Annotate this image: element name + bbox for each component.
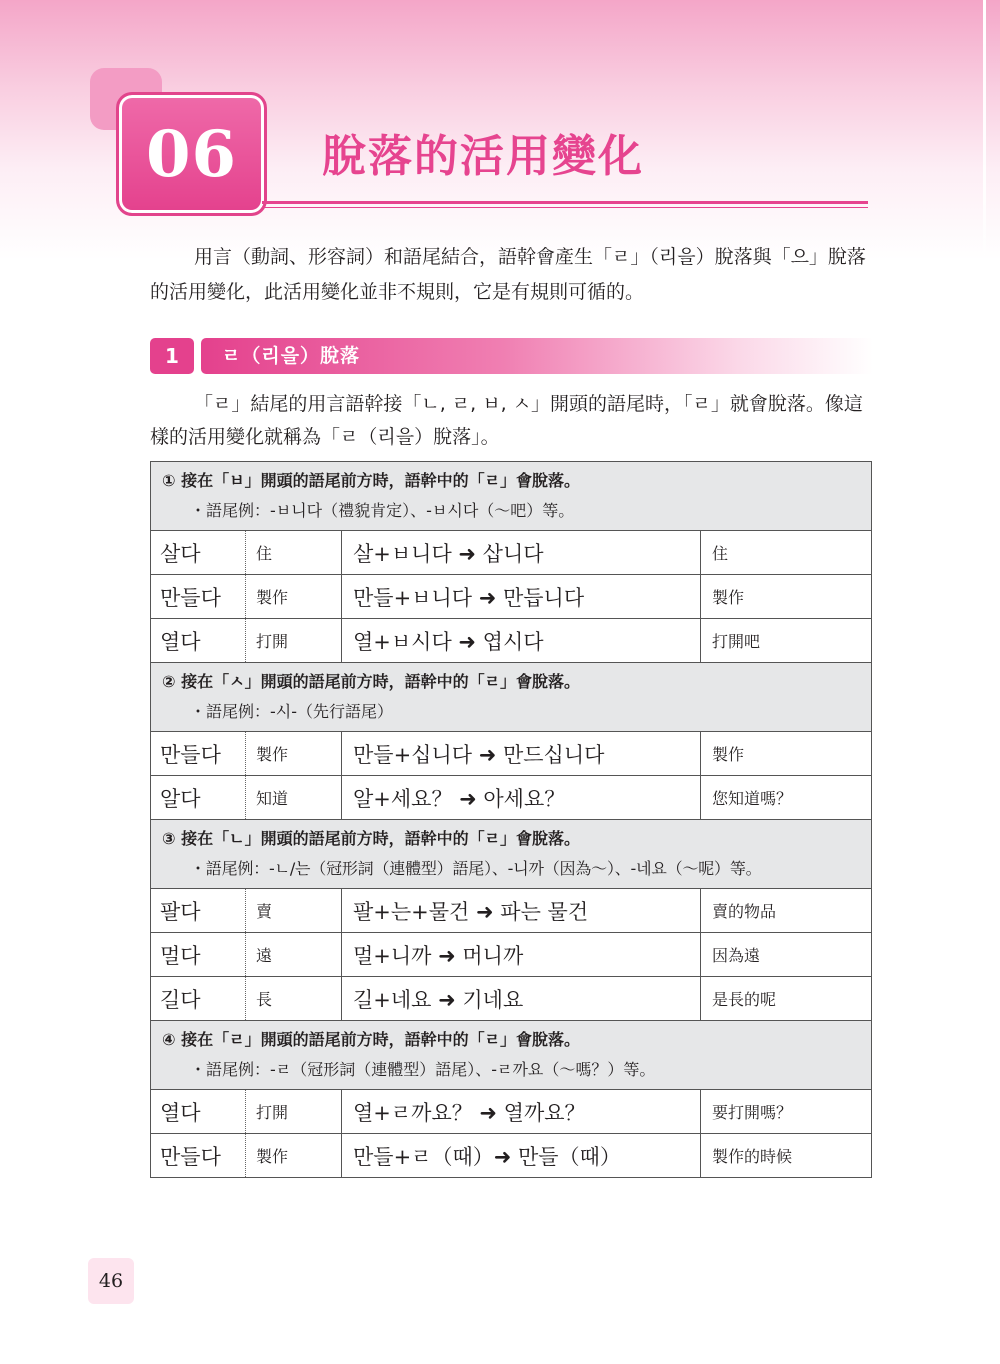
section-text: 「ㄹ」結尾的用言語幹接「ㄴ, ㄹ, ㅂ, ㅅ」開頭的語尾時，「ㄹ」就會脫落。像這樣的活用變化就稱為「ㄹ（리을）脫落」。 [150,393,863,448]
verb-cell: 팔다 [151,889,246,933]
title-underline [262,201,868,204]
rule-cell [151,663,872,732]
conjugation-table [150,461,872,1178]
verb-cell: 만들다 [151,732,246,776]
rule-cell [151,820,872,889]
header-edge-stripe [983,0,986,330]
translation-cell: 打開吧 [701,619,872,663]
rule-header [151,663,872,732]
rule-example: ・語尾例：-ㄴ/는（冠形詞（連體型）語尾）、-니까（因為～）、-네요（～呢）等。 [190,859,762,878]
section-number: 1 [150,338,194,374]
rule-text: ④ 接在「ㄹ」開頭的語尾前方時，語幹中的「ㄹ」會脫落。 [162,1030,581,1049]
conjugation-cell: 멀+니까 ➜ 머니까 [342,933,701,977]
conjugation-cell: 만들+ㄹ（때）➜ 만들（때） [342,1134,701,1178]
conjugation-cell: 만들+ㅂ니다 ➜ 만듭니다 [342,575,701,619]
table-row [151,933,872,977]
meaning-cell: 製作 [246,1134,342,1178]
translation-cell: 製作 [701,575,872,619]
verb-cell: 멀다 [151,933,246,977]
conjugation-cell: 알+세요？ ➜ 아세요？ [342,776,701,820]
table-row [151,1134,872,1178]
chapter-title: 脫落的活用變化 [322,131,644,182]
meaning-cell: 製作 [246,732,342,776]
section-title: ㄹ（리을）脫落 [222,345,361,367]
translation-cell: 製作 [701,732,872,776]
meaning-cell: 製作 [246,575,342,619]
meaning-cell: 打開 [246,1090,342,1134]
meaning-cell: 長 [246,977,342,1021]
verb-cell: 열다 [151,1090,246,1134]
rule-text: ③ 接在「ㄴ」開頭的語尾前方時，語幹中的「ㄹ」會脫落。 [162,829,581,848]
rule-header [151,462,872,531]
translation-cell: 因為遠 [701,933,872,977]
rule-example: ・語尾例：-ㄹ（冠形詞（連體型）語尾）、-ㄹ까요（～嗎？）等。 [190,1060,656,1079]
conjugation-cell: 길+네요 ➜ 기네요 [342,977,701,1021]
intro-paragraph [150,240,870,310]
meaning-cell: 賣 [246,889,342,933]
rule-text: ② 接在「ㅅ」開頭的語尾前方時，語幹中的「ㄹ」會脫落。 [162,672,581,691]
page-number: 46 [88,1258,134,1304]
verb-cell: 길다 [151,977,246,1021]
table-row [151,619,872,663]
table-row [151,732,872,776]
table-row [151,531,872,575]
table-row [151,575,872,619]
conjugation-cell: 만들+십니다 ➜ 만드십니다 [342,732,701,776]
rule-example: ・語尾例：-시-（先行語尾） [190,702,394,721]
translation-cell: 製作的時候 [701,1134,872,1178]
translation-cell: 住 [701,531,872,575]
meaning-cell: 遠 [246,933,342,977]
table-row [151,977,872,1021]
meaning-cell: 住 [246,531,342,575]
verb-cell: 살다 [151,531,246,575]
conjugation-cell: 열+ㅂ시다 ➜ 엽시다 [342,619,701,663]
verb-cell: 열다 [151,619,246,663]
meaning-cell: 打開 [246,619,342,663]
rule-text: ① 接在「ㅂ」開頭的語尾前方時，語幹中的「ㄹ」會脫落。 [162,471,581,490]
verb-cell: 만들다 [151,1134,246,1178]
rule-header [151,820,872,889]
verb-cell: 만들다 [151,575,246,619]
rule-cell [151,1021,872,1090]
translation-cell: 是長的呢 [701,977,872,1021]
table-row [151,776,872,820]
conjugation-cell: 열+ㄹ까요？ ➜ 열까요？ [342,1090,701,1134]
rule-cell [151,462,872,531]
title-underline-thin [262,207,868,208]
intro-text: 用言（動詞、形容詞）和語尾結合，語幹會產生「ㄹ」（리을）脫落與「으」脫落的活用變化，此活用變化並非不規則，它是有規則可循的。 [150,246,866,303]
verb-cell: 알다 [151,776,246,820]
chapter-number: 06 [145,116,238,192]
translation-cell: 要打開嗎？ [701,1090,872,1134]
translation-cell: 您知道嗎？ [701,776,872,820]
meaning-cell: 知道 [246,776,342,820]
section-paragraph [150,388,872,454]
rule-example: ・語尾例：-ㅂ니다（禮貌肯定）、-ㅂ시다（～吧）等。 [190,501,575,520]
conjugation-cell: 팔+는+물건 ➜ 파는 물건 [342,889,701,933]
table-row [151,889,872,933]
translation-cell: 賣的物品 [701,889,872,933]
table-row [151,1090,872,1134]
chapter-badge [116,92,267,216]
conjugation-cell: 살+ㅂ니다 ➜ 삽니다 [342,531,701,575]
rule-header [151,1021,872,1090]
